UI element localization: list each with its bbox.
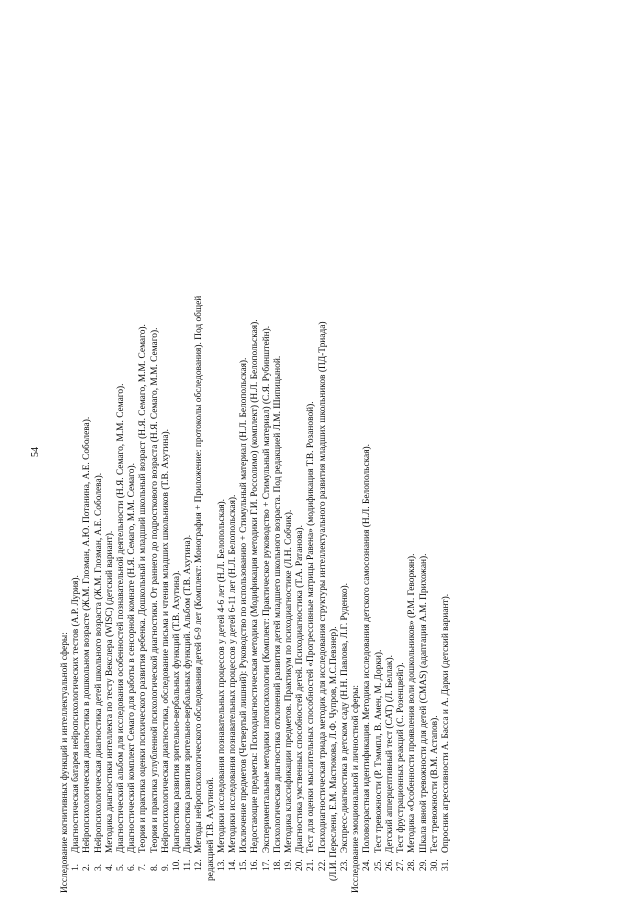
item-number: 9. <box>160 863 171 871</box>
item-text: Половозрастная идентификация. Методика исследования детского самосознания (Н.Л. Белопольская). <box>362 444 373 853</box>
item-text: Экспериментальные методики патопсихологии (Комплект: Практическое руководство + Стимульный материал) (С.Я. Рубинштейн). <box>261 325 272 853</box>
list-item <box>183 13 194 893</box>
list-item <box>362 13 373 893</box>
item-text: Нейропсихологическая диагностика детей школьного возраста (Ж.М. Глозман, А.Е. Соболева). <box>93 472 104 853</box>
item-text: Психодиагностическая триада методик для исследования структуры интеллектуального развития младших школьников (ПД-Триада) <box>317 321 328 853</box>
item-text: Диагностика умственных способностей детей. Психодиагностика (Т.А. Ратанова). <box>295 525 306 853</box>
list-item <box>374 13 385 893</box>
item-text: Диагностический комплект Семаго для работы в сенсорной комнате (Н.Я. Семаго, М.М. Семаго). <box>127 463 138 853</box>
list-item <box>340 13 351 893</box>
item-text: Исключение предметов (Четвертый лишний): Руководство по использованию + Стимульный материал (Н.Л. Белопольская). <box>239 357 250 853</box>
item-text: Недостающие предметы: Психодиагностическая методика (Модификация методики Г.И. Россолимо) (комплект) (Н.Л. Белопольская). <box>250 319 261 853</box>
item-text: Шкала явной тревожности для детей (CMAS) (адаптация А.М. Прихожан). <box>418 553 429 853</box>
item-text: Теория и практика углубленной психологической диагностики. От раннего до подросткового возраста (Н.Я. Семаго, М.М. Семаго). <box>149 327 160 853</box>
item-text: Психологическая диагностика отклонений развития детей младшего школьного возраста. Под редакцией Л.М. Шипицыной. <box>272 355 283 853</box>
item-number: 21. <box>306 859 317 871</box>
item-number: 6. <box>127 863 138 871</box>
item-text: Экспресс-диагностика в детском саду (Н.Н. Павлова, Л.Г. Руденко). <box>340 583 351 853</box>
list-item <box>138 13 149 893</box>
cognitive-section-heading: Исследование когнитивных функций и интеллектуальной сферы: <box>60 632 70 893</box>
list-item <box>273 13 284 893</box>
item-number: 23. <box>340 859 351 871</box>
list-item <box>318 13 329 893</box>
item-text: Опросник агрессивности А. Басса и А. Дарки (детский вариант). <box>440 593 451 853</box>
item-number: 2. <box>82 863 93 871</box>
item-number: 15. <box>239 859 250 871</box>
page-content <box>60 13 452 893</box>
item-number: 27. <box>396 859 407 871</box>
item-number: 8. <box>149 863 160 871</box>
item-number: 1. <box>71 863 82 871</box>
item-text: Нейропсихологическая диагностика, обследование письма и чтения младших школьников (Т.В. Ахутина). <box>160 428 171 853</box>
item-text: Методы нейропсихологического обследования детей 6-9 лет (Комплект: Монография + Приложение: протоколы обследования). Под общей <box>194 295 205 853</box>
list-item <box>71 13 82 893</box>
item-number: 12. <box>194 859 205 871</box>
list-item <box>194 13 205 893</box>
item-continuation: редакцией Т.В. Ахутиной. <box>205 777 216 881</box>
item-text: Методика «Особенности проявления воли дошкольников» (Р.М. Геворкян). <box>407 553 418 853</box>
item-number: 26. <box>384 859 395 871</box>
list-item <box>430 13 441 893</box>
item-number: 3. <box>93 863 104 871</box>
list-item <box>396 13 407 893</box>
item-continuation: (Л.И. Переслени, Е.М. Мастюкова, Л.Ф. Чупров, М.С.Певзнер). <box>328 626 339 881</box>
list-item <box>127 13 138 893</box>
item-text: Методики исследования познавательных процессов у детей 6-11 лет (Н.Л. Белопольская). <box>228 494 239 853</box>
item-text: Диагностика развития зрительно-вербальных функций. Альбом (Т.В. Ахутина). <box>183 534 194 853</box>
list-item <box>407 13 418 893</box>
item-number: 10. <box>172 859 183 871</box>
item-number: 4. <box>104 863 115 871</box>
cognitive-methods-list <box>71 13 351 893</box>
page-number: 54 <box>30 447 41 457</box>
list-item <box>82 13 93 893</box>
item-number: 13. <box>216 859 227 871</box>
item-number: 16. <box>250 859 261 871</box>
list-item <box>228 13 239 893</box>
list-item <box>116 13 127 893</box>
item-text: Тест тревожности (В.М. Астапов). <box>429 715 440 853</box>
list-item <box>94 13 105 893</box>
item-number: 25. <box>373 859 384 871</box>
item-number: 17. <box>261 859 272 871</box>
item-number: 29. <box>418 859 429 871</box>
item-text: Тест для оценки мыслительных способностей «Прогрессивные матрицы Равена» (модификация Т.В. Розановой). <box>306 401 317 853</box>
item-text: Тест фрустрационных реакций (С. Розенцвейг). <box>396 662 407 853</box>
item-text: Тест тревожности (Р. Тэммпл, В. Амен, М. Дорки). <box>373 649 384 853</box>
item-text: Диагностика развития зрительно-вербальных функций (Т.В. Ахутина). <box>172 570 183 853</box>
list-item <box>419 13 430 893</box>
list-item <box>217 13 228 893</box>
item-text: Диагностическая батарея нейропсихологических тестов (А.Р. Лурия). <box>71 575 82 853</box>
list-item <box>284 13 295 893</box>
item-number: 20. <box>295 859 306 871</box>
item-number: 18. <box>272 859 283 871</box>
list-item <box>161 13 172 893</box>
list-item <box>306 13 317 893</box>
emotional-methods-list <box>362 13 452 893</box>
item-number: 19. <box>284 859 295 871</box>
list-item <box>172 13 183 893</box>
list-item <box>295 13 306 893</box>
item-number: 22. <box>317 859 328 871</box>
item-text: Методика диагностики интеллекта по тесту Векслера (WISC) (детский вариант). <box>104 530 115 853</box>
list-item <box>385 13 396 893</box>
item-text: Методика классификации предметов. Практикум по психодиагностике (Л.Н. Собчик). <box>284 509 295 853</box>
list-item <box>105 13 116 893</box>
item-number: 7. <box>138 863 149 871</box>
item-text: Детский апперцептивный тест (CAT) (Л. Беллак). <box>384 655 395 853</box>
item-number: 24. <box>362 859 373 871</box>
item-text: Нейропсихологическая диагностика в дошкольном возрасте (Ж.М. Глозман, А.Ю. Потанина, А.Е. Соболева). <box>82 416 93 853</box>
list-item <box>239 13 250 893</box>
item-number: 28. <box>407 859 418 871</box>
item-text: Диагностический альбом для исследования особенностей познавательной деятельности (Н.Я. Семаго, М.М. Семаго). <box>116 383 127 853</box>
item-number: 31. <box>440 859 451 871</box>
item-number: 30. <box>429 859 440 871</box>
item-text: Теория и практика оценки психического развития ребенка. Дошкольный и младший школьный возраст (Н.Я. Семаго, М.М. Семаго). <box>138 324 149 853</box>
emotional-section-heading: Исследование эмоциональной и личностной сферы: <box>351 685 362 893</box>
list-item <box>150 13 161 893</box>
list-item <box>250 13 261 893</box>
item-text: Методики исследования познавательных процессов у детей 4-6 лет (Н.Л. Белопольская). <box>216 498 227 853</box>
item-number: 11. <box>183 859 194 871</box>
list-item <box>441 13 452 893</box>
item-number: 5. <box>116 863 127 871</box>
list-item <box>262 13 273 893</box>
item-number: 14. <box>228 859 239 871</box>
